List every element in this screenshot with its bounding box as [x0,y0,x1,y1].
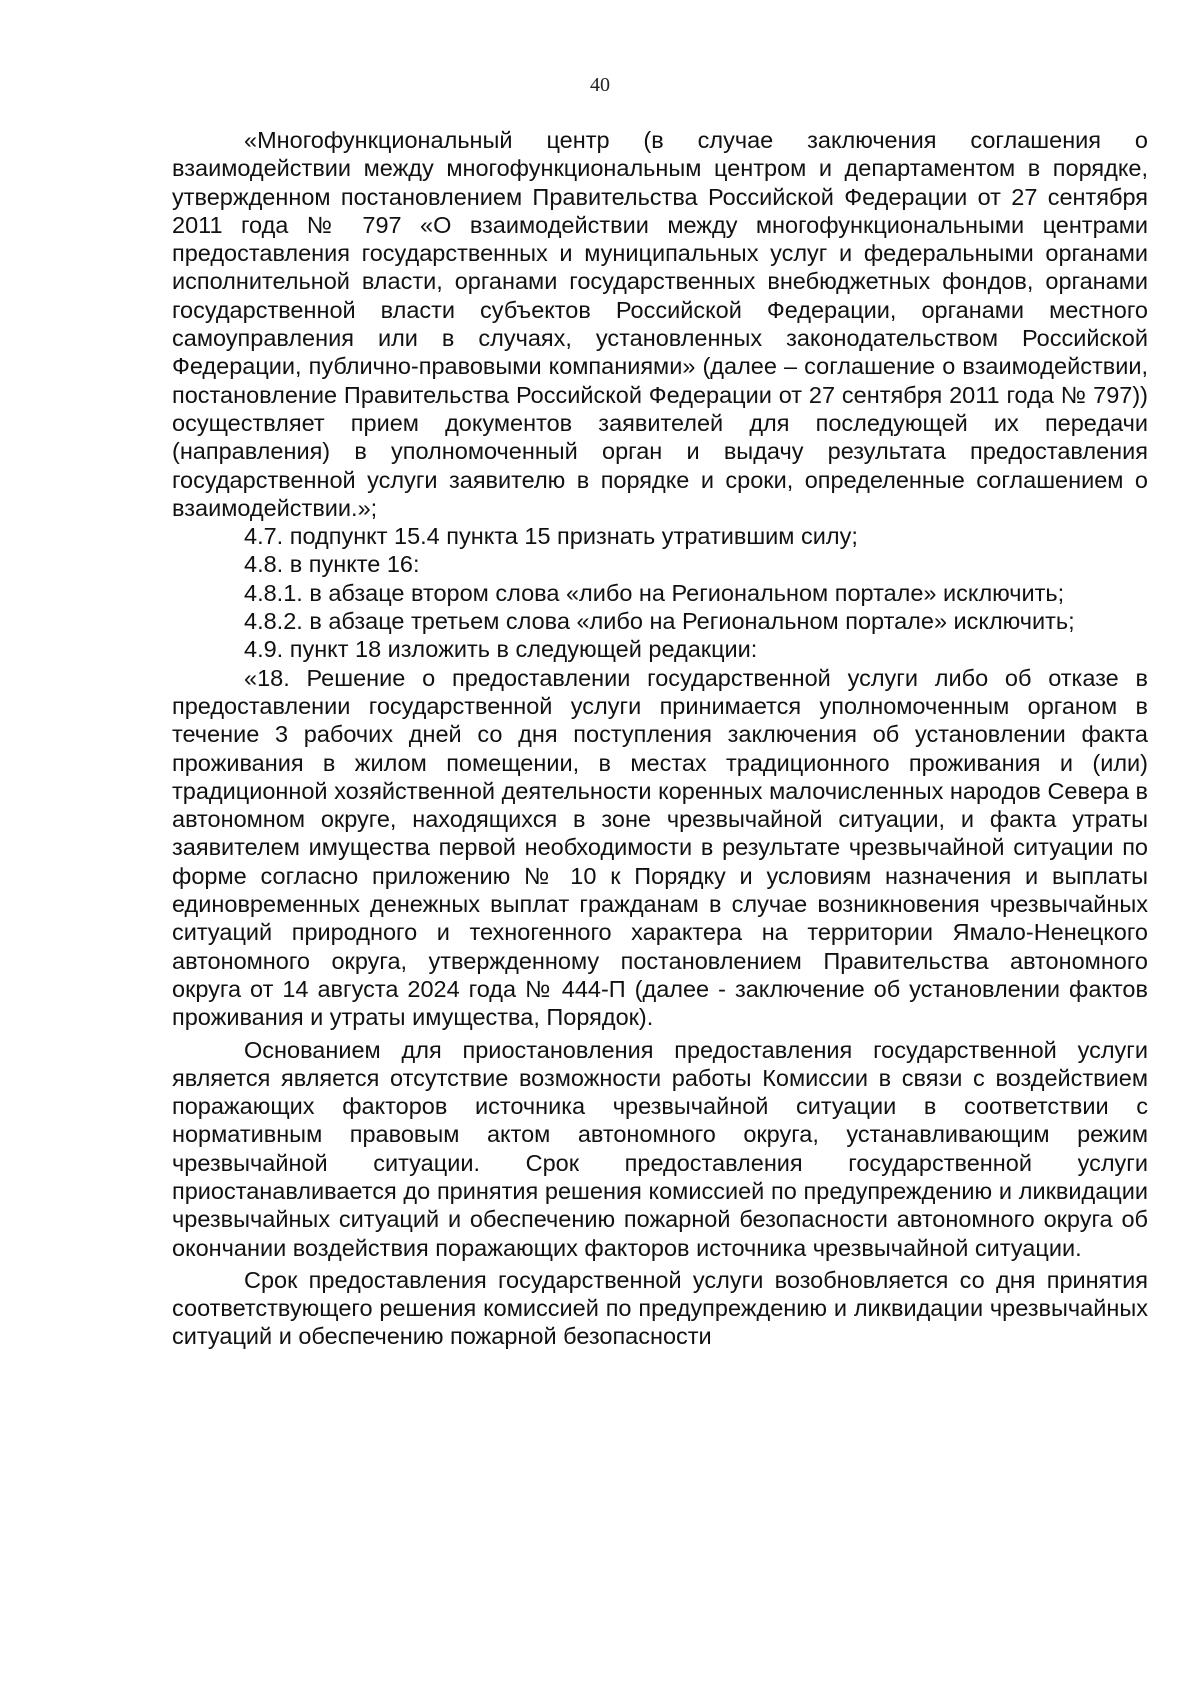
paragraph-mfc-quote: «Многофункциональный центр (в случае заключения соглашения о взаимодействии между многофункциональным центром и департаментом в порядке, утвержденном постановлением Правительства Российской Федерации от 27 сентября 2011 года № 797 «О взаимодействии между многофункциональными центрами предоставления государственных и муниципальных услуг и федеральными органами исполнительной власти, органами государственных внебюджетных фондов, органами государственной власти субъектов Российской Федерации, органами местного самоуправления или в случаях, установленных законодательством Российской Федерации, публично-правовыми компаниями» (далее – соглашение о взаимодействии, постановление Правительства Российской Федерации от 27 сентября 2011 года № 797)) осуществляет прием документов заявителей для последующей их передачи (направления) в уполномоченный орган и выдачу результата предоставления государственной услуги заявителю в порядке и сроки, определенные соглашением о взаимодействии.»; [172,127,1148,521]
paragraph-term-resumption: Срок предоставления государственной услуги возобновляется со дня принятия соответствующего решения комиссией по предупреждению и ликвидации чрезвычайных ситуаций и обеспечению пожарной безопасности [172,1266,1148,1350]
paragraph-18-quote: «18. Решение о предоставлении государственной услуги либо об отказе в предоставлении государственной услуги принимается уполномоченным органом в течение 3 рабочих дней со дня поступления заключения об установлении факта проживания в жилом помещении, в местах традиционного проживания и (или) традиционной хозяйственной деятельности коренных малочисленных народов Севера в автономном округе, находящихся в зоне чрезвычайной ситуации, и факта утраты заявителем имущества первой необходимости в результате чрезвычайной ситуации по форме согласно приложению № 10 к Порядку и условиям назначения и выплаты единовременных денежных выплат гражданам в случае возникновения чрезвычайных ситуаций природного и техногенного характера на территории Ямало-Ненецкого автономного округа, утвержденному постановлением Правительства автономного округа от 14 августа 2024 года № 444-П (далее - заключение об установлении фактов проживания и утраты имущества, Порядок). [172,664,1148,1031]
paragraph-4-7: 4.7. подпункт 15.4 пункта 15 признать утратившим силу; [244,523,858,550]
page-number: 40 [590,74,610,96]
paragraph-4-8-2: 4.8.2. в абзаце третьем слова «либо на Региональном портале» исключить; [244,608,1075,635]
paragraph-suspension-grounds: Основанием для приостановления предоставления государственной услуги является является отсутствие возможности работы Комиссии в связи с воздействием поражающих факторов источника чрезвычайной ситуации в соответствии с нормативным правовым актом автономного округа, устанавливающим режим чрезвычайной ситуации. Срок предоставления государственной услуги приостанавливается до принятия решения комиссией по предупреждению и ликвидации чрезвычайных ситуаций и обеспечению пожарной безопасности автономного округа об окончании воздействия поражающих факторов источника чрезвычайной ситуации. [172,1036,1148,1261]
paragraph-4-8: 4.8. в пункте 16: [244,551,420,578]
paragraph-4-9: 4.9. пункт 18 изложить в следующей редакции: [244,636,758,663]
document-body [172,126,1148,1351]
paragraph-4-8-1: 4.8.1. в абзаце втором слова «либо на Региональном портале» исключить; [244,579,1065,606]
